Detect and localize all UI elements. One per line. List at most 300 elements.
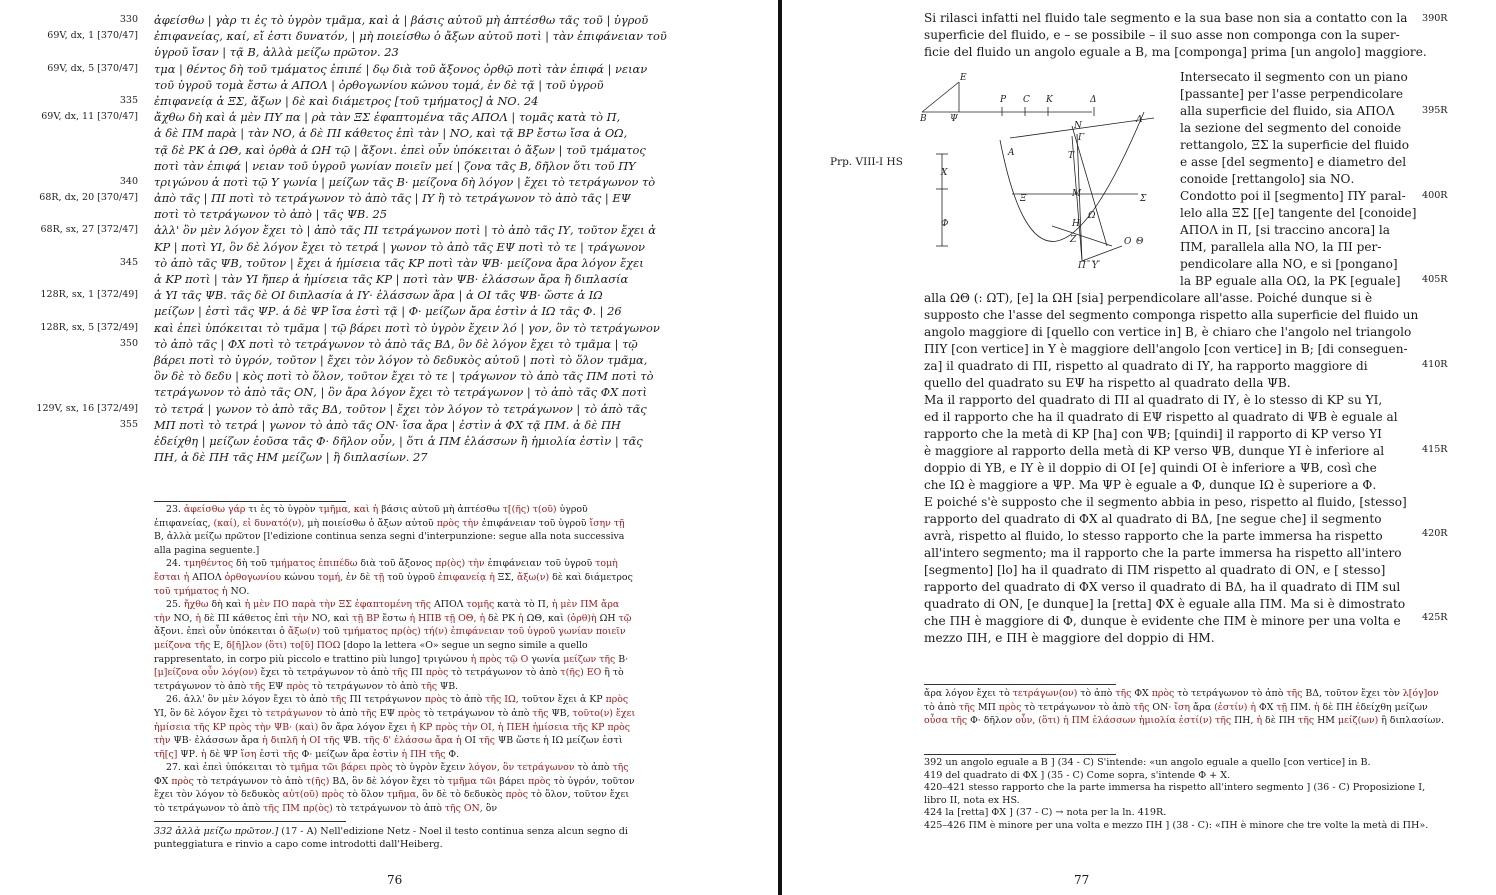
black-segment: δὲ ΡΚ (485, 612, 519, 624)
red-segment: τοῦ τμήματος ἡ (154, 585, 228, 597)
line-ref: 69V, dx, 1 [370/47] (47, 30, 138, 42)
black-segment: τὸ ἀπὸ (447, 694, 486, 706)
text-line (0, 125, 778, 141)
margin-line-number: 415R (1422, 444, 1448, 455)
black-segment: τὸ ὑγρὸν ἔχειν (392, 762, 469, 774)
line-text: ἀπὸ τᾶς | ΠΙ ποτὶ τὸ τετράγωνον τὸ ἀπὸ τᾶς | ΙΥ ἢ τὸ τετράγωνον τὸ ἀπὸ τᾶς | ΕΨ (154, 191, 631, 206)
black-segment: ΠΜ. (1287, 701, 1314, 713)
red-segment: τῆς ΙΩ, (485, 694, 519, 706)
figure-label: B (920, 114, 927, 124)
text-line: alla superficie del fluido, sia ΑΠΟΛ (1180, 104, 1395, 118)
line-text: ἁ δὲ ΠΜ παρὰ | τὰν ΝΟ, ἁ δὲ ΠΙ κάθετος ἐπὶ τὰν | ΝΟ, καὶ τᾷ ΒΡ ἔστω ἴσα ἁ ΟΩ, (154, 126, 628, 141)
red-segment: ἡ ΚΡ πρὸς τὴν ΟΙ, ἡ ΠΕΗ ἡμίσεια τῆς ΚΡ πρὸς τὴν (154, 721, 631, 747)
text-line (0, 417, 778, 433)
text-line: ficie del fluido un angolo eguale a B, ma [componga] prima [un angolo] maggiore. (924, 45, 1427, 59)
figure-label: Z (1070, 235, 1077, 245)
figure-label: Δ (1090, 95, 1097, 105)
line-text: τᾷ δὲ ΡΚ ἁ ΩΘ, καὶ ὀρθὰ ἁ ΩΗ τῷ | ἄξονι. ἐπεὶ οὖν ὑπόκειται ὁ ἄξων | τοῦ τμάματος (154, 142, 646, 157)
text-line: che ΠΗ è maggiore di Φ, dunque è evidente che ΠΜ è minore per una volta e (924, 614, 1401, 628)
red-segment: πρὸς (998, 701, 1022, 713)
black-segment: ΩΗ (596, 612, 619, 624)
text-line (0, 44, 778, 60)
text-line: conoide [rettangolo] sia ΝΟ. (1180, 172, 1355, 186)
figure-label: C (1023, 95, 1030, 105)
black-segment: τοῦτον ἔχει ἁ ΚΡ (518, 694, 606, 706)
red-segment: ἡ (195, 612, 201, 624)
figure-label: N (1074, 121, 1082, 131)
black-segment: τὸ ὑγρόν, τοῦτον ἔχει τὸν λόγον τὸ δεδυκὸς (154, 775, 635, 801)
line-text: ἐπιφανείας, καί, εἴ ἐστι δυνατόν, | μὴ ποιείσθω ὁ ἄξων αὐτοῦ ποτὶ | τὰν ἐπιφάνειαν τοῦ (154, 29, 667, 44)
line-text: ποτὶ τὸ τετράγωνον τὸ ἀπὸ | τᾶς ΨΒ. 25 (154, 207, 388, 222)
line-text: ἐδείχθη | μείζων ἐοῦσα τᾶς Φ· δῆλον οὖν, | ὅτι ἁ ΠΜ ἐλάσσων ἢ ἡμιολία ἐστὶν | τᾶς (154, 433, 643, 448)
red-segment: ἀφείσθω γάρ (183, 504, 246, 515)
black-segment: ἄξονι. ἐπεὶ οὖν ὑπόκειται ὁ (154, 626, 288, 638)
line-text: ἁ ΚΡ ποτὶ | τὰν ΥΙ ἤπερ ἁ ἡμίσεια τᾶς ΚΡ | ποτὶ τὰν ΨΒ· ἐλάσσων ἄρα ἢ διπλασία (154, 272, 629, 286)
red-segment: τ(ῆς) (305, 775, 330, 787)
black-segment: τὸ τετράγωνον τὸ ἀπὸ (1174, 688, 1287, 699)
critical-note: 392 un angolo eguale a B ] (34 - C) S'intende: «un angolo eguale a quello [con vertice] in B. (924, 757, 1371, 768)
red-segment: ἤχθω (183, 599, 209, 611)
black-segment: δὲ ΨΡ (206, 748, 241, 760)
black-segment: ΝΟ, (170, 612, 196, 624)
critical-note: 420–421 stesso rapporto che la parte immersa ha rispetto all'intero segmento ] (36 - C) Proposizione I, libro II, nota ex HS. (924, 782, 1426, 806)
figure-label: Σ (1140, 194, 1147, 204)
text-line: za] il quadrato di ΠΙ, rispetto al quadrato di ΙΥ, ha rapporto maggiore di (924, 359, 1368, 373)
text-line: che ΙΩ è maggiore a ΨΡ. Ma ΨΡ è eguale a Φ, dunque ΙΩ è superiore a Φ. (924, 478, 1377, 492)
figure-label: P (1000, 95, 1007, 105)
text-line (0, 239, 778, 255)
red-segment: τὴν (292, 612, 309, 624)
text-line (0, 352, 778, 368)
red-segment: τῆς δ' ἐλάσσω ἄρα ἡ (363, 735, 462, 747)
black-segment: τι ἐς τὸ ὑγρὸν (245, 504, 319, 515)
margin-line-number: 395R (1422, 105, 1448, 116)
red-segment: ἡ (200, 748, 207, 760)
text-line: ed il rapporto che ha il quadrato di ΕΨ rispetto al quadrato di ΨΒ è eguale al (924, 410, 1398, 424)
figure-label: T (1068, 151, 1075, 161)
black-segment: δὲ ΠΗ (1262, 715, 1299, 727)
black-segment: ΝΟ. (227, 585, 250, 597)
black-segment: ΩΘ, καὶ (523, 612, 567, 624)
margin-line-number: 390R (1422, 13, 1448, 24)
footnote (154, 557, 636, 598)
crit-rule (154, 821, 346, 822)
figure-label: Φ (941, 219, 949, 229)
line-text: ἄχθω δὴ καὶ ἁ μὲν ΠΥ πα | ρὰ τὰν ΞΣ ἐφαπτομένα τᾶς ΑΠΟΛ | τομᾶς κατὰ τὸ Π, (154, 110, 621, 125)
black-segment: ΠΙ τετράγωνον (346, 694, 425, 706)
text-line: rapporto del quadrato di ΦΧ al quadrato di ΒΔ, [ne segue che] il segmento (924, 512, 1382, 526)
red-segment: τμηθέντος (183, 558, 234, 570)
line-text: ὃν δὲ τὸ δεδυ | κὸς ποτὶ τὸ ὅλον, τοῦτον ἔχει τὸ τε | τράγωνον τὸ ἀπὸ τᾶς ΠΜ ποτὶ τὸ (154, 369, 654, 384)
text-line (0, 77, 778, 93)
figure-label: K (1046, 95, 1053, 105)
text-line (0, 93, 778, 109)
red-segment: τῆς (1133, 701, 1150, 713)
red-segment: τῆς (421, 680, 438, 692)
main-text (924, 290, 1419, 647)
text-line: Ma il rapporto del quadrato di ΠΙ al quadrato di ΙΥ, è lo stesso di ΚΡ su ΥΙ, (924, 393, 1383, 407)
black-segment: τὸ τετράγωνον τὸ ἀπὸ (1021, 701, 1134, 713)
black-segment: ΨΒ. (437, 680, 459, 692)
red-segment: τῇ (373, 571, 385, 583)
red-segment: ἡ πρὸς τῷ Ο (470, 653, 529, 665)
text-line (0, 222, 778, 238)
text-line (0, 320, 778, 336)
line-text: καὶ ἐπεὶ ὑπόκειται τὸ τμᾶμα | τῷ βάρει ποτὶ τὸ ὑγρὸν ἔχειν λό | γον, ὃν τὸ τετράγωνον (154, 320, 660, 335)
footnote-rule (154, 501, 346, 502)
black-segment: δὲ καὶ διάμετρος (549, 571, 633, 583)
line-ref: 355 (119, 418, 138, 430)
critical-note (154, 825, 636, 851)
critical-notes-right (924, 757, 1448, 833)
red-segment: (ὀρθ)ὴ (566, 612, 597, 624)
red-segment: πρὸς (605, 694, 629, 706)
text-line (0, 287, 778, 303)
red-segment: [μ]είζονα οὖν λόγ(ον) (154, 667, 258, 679)
black-segment: ΥΙ, ὃν δὲ λόγον ἔχει τὸ (154, 707, 266, 719)
red-segment: τῆς (1286, 688, 1303, 699)
red-segment: ἡ ΗΠΒ τῇ ΟΘ, (409, 612, 477, 624)
red-segment: ἡ (1313, 701, 1320, 713)
red-segment: πρὸς (397, 707, 421, 719)
figure-label: Θ (1136, 237, 1144, 247)
red-segment: τῆς (1115, 688, 1132, 699)
black-segment: ΨΒ. (339, 735, 364, 747)
black-segment: ΨΡ. (177, 748, 201, 760)
line-text: ἀφείσθω | γὰρ τι ἐς τὸ ὑγρὸν τμᾶμα, καὶ ἁ | βάσις αὐτοῦ μὴ ἁπτέσθω τᾶς τοῦ | ὑγροῦ (154, 13, 649, 27)
black-segment: [dopo la lettera «Ο» segue un segno simile a quello rappresentato, in corpo più piccolo e trattino più lungo] τριγώνου (154, 639, 588, 665)
red-segment: τῆς (360, 707, 377, 719)
footnote (154, 693, 636, 761)
footnote-number: 27. (166, 762, 184, 774)
right-page (783, 0, 1496, 895)
line-ref: 129V, sx, 16 [372/49] (36, 402, 138, 414)
black-segment: ΗΜ (1314, 715, 1338, 727)
black-segment: διὰ τοῦ ἄξονος (357, 558, 436, 570)
red-segment: πρὸς (1151, 688, 1175, 699)
red-segment: ἡ (518, 612, 524, 624)
text-line (0, 190, 778, 206)
red-segment: τῇ ΒΡ (352, 612, 380, 624)
red-segment: μείζων τῆς (563, 653, 616, 665)
line-text: τὸ ἀπὸ τᾶς ΨΒ, τοῦτον | ἔχει ἁ ἡμίσεια τᾶς ΚΡ ποτὶ τὰν ΨΒ· μείζονα ἄρα λόγον ἔχει (154, 255, 644, 270)
margin-line-number: 405R (1422, 274, 1448, 285)
red-segment: πρὸς (425, 667, 449, 679)
red-segment: πρὸς (528, 775, 551, 787)
black-segment: ΝΟ, καὶ (308, 612, 353, 624)
page-number-right: 77 (1074, 873, 1090, 887)
text-line: supposto che l'asse del segmento componga rispetto alla superficie del fluido un (924, 308, 1419, 322)
figure-label: Ψ (950, 114, 958, 124)
black-segment: τὸ ἀπὸ (924, 701, 959, 713)
critical-note: 424 la [retta] ΦΧ ] (37 - C) → nota per la ln. 419R. (924, 807, 1167, 819)
line-text: ἁ ΥΙ τᾶς ΨΒ. τᾶς δὲ ΟΙ διπλασία ἁ ΙΥ· ἐλάσσων ἄρα | ἁ ΟΙ τᾶς ΨΒ· ὥστε ἁ ΙΩ (154, 288, 603, 303)
red-segment: τῆς (249, 680, 266, 692)
crit-rule-right (924, 754, 1116, 755)
red-segment: τομῆς (466, 599, 495, 611)
black-segment: ΟΝ· (1149, 701, 1175, 713)
black-segment: δὴ καὶ (208, 599, 245, 611)
figure-label: A (1008, 148, 1015, 158)
text-line: quello del quadrato su ΕΨ ha rispetto al quadrato della ΨB. (924, 376, 1291, 390)
black-segment: Φ. (445, 748, 460, 760)
text-line: angolo maggiore di [quello con vertice in] B, è chiaro che l'angolo nel triangolo (924, 325, 1412, 339)
black-segment: τὸ ὅλον (344, 789, 387, 801)
line-ref: 68R, sx, 27 [372/47] (40, 224, 138, 236)
margin-line-number: 410R (1422, 359, 1448, 370)
red-segment: ἴσην τῇ (589, 517, 625, 529)
red-segment: τῆς (282, 748, 299, 760)
black-segment: ΨΒ ὥστε ἡ ΙΩ μείζων ἐστὶ (495, 735, 623, 747)
red-segment: ἐπιφανείᾳ ἡ (437, 571, 495, 583)
red-segment: τῆς ΟΝ, (444, 803, 483, 815)
text-line: è maggiore al rapporto della metà di ΚΡ verso ΨΒ, dunque ΥΙ è inferiore al (924, 444, 1385, 458)
black-segment: ἢ τὸ τετράγωνον τὸ ἀπὸ (154, 667, 624, 692)
black-segment: δὴ τοῦ (233, 558, 270, 570)
line-text: τμα | θέντος δὴ τοῦ τμάματος ἐπιπέ | δῳ διὰ τοῦ ἄξονος ὀρθῷ ποτὶ τὰν ἐπιφά | νειαν (154, 61, 648, 76)
black-segment: τὸ ἀπὸ (1077, 688, 1116, 699)
black-segment: ἢ διπλασίων. (1378, 715, 1444, 727)
red-segment: ἡ ΠΗ τῆς (401, 748, 446, 760)
footnote-number: 23. (166, 504, 184, 515)
text-line: ΠΙΥ [con vertice] in Υ è maggiore dell'angolo [con vertice] in B; [di conseguen- (924, 342, 1408, 356)
black-segment: τοῦ (320, 626, 343, 638)
line-text: ποτὶ τὰν ἐπιφά | νειαν τοῦ ὑγροῦ γωνίαν ποιεῖν μεί | ζονα τᾶς Β, δῆλον ὅτι τοῦ ΠΥ (154, 158, 636, 173)
red-segment: πρ(ὸς) τὴν (435, 558, 485, 570)
black-segment: ΒΔ, ὃν δὲ λόγον ἔχει τὸ (329, 775, 448, 787)
text-line (0, 449, 778, 465)
red-segment: τῆς (612, 762, 629, 774)
geometry-figure (920, 73, 1157, 276)
text-line: avrà, rispetto al fluido, lo stesso rapporto che la parte immersa ha rispetto (924, 529, 1383, 543)
red-segment: ἴση (1174, 701, 1190, 713)
black-segment: ἔστω (379, 612, 410, 624)
line-text: ἐπιφανείᾳ ἁ ΞΣ, ἄξων | δὲ καὶ διάμετρος [τοῦ τμήματος] ἁ ΝΟ. 24 (154, 93, 539, 108)
figure-label: E (960, 73, 967, 83)
figure-label: H (1072, 219, 1080, 229)
red-segment: αὐτ(οῦ) πρὸς (282, 789, 345, 801)
footnote (154, 598, 636, 693)
text-line (0, 174, 778, 190)
black-segment: τὸ τετράγωνον τὸ ἀπὸ (448, 667, 561, 679)
footnote-number: 26. (166, 694, 184, 706)
footnote-continuation (924, 687, 1448, 728)
black-segment: ΞΣ, (494, 571, 517, 583)
page-number-left: 76 (387, 873, 403, 887)
red-segment: τμήματος πρ(ὸς) τή(ν) ἐπιφάνειαν τοῦ ὑγροῦ γωνίαν ποιεῖν μείζονα τῆς (154, 626, 626, 651)
line-text: ὑγροῦ ἴσαν | τᾷ Β, ἀλλὰ μείζω πρῶτον. 23 (154, 45, 399, 60)
red-segment: τῆς (532, 707, 549, 719)
red-segment: ἡ (1256, 715, 1263, 727)
crit-lemma: 332 ἀλλὰ μείζω πρῶτον.] (154, 826, 279, 837)
line-text: βάρει ποτὶ τὸ ὑγρόν, τοῦτον | ἔχει τὸν λόγον τὸ δεδυκὸς αὐτοῦ | ποτὶ τὸ ὅλον τμᾶμα, (154, 352, 648, 367)
red-segment: τῆ[ς] (154, 748, 178, 760)
red-segment: ἄξω(ν) (517, 571, 550, 583)
black-segment: κατὰ τὸ Π, (494, 599, 552, 611)
red-segment: οὖν, (ὅτι) ἡ ΠΜ ἐλάσσων ἡμιολία ἐστί(ν) τῆς (1015, 715, 1232, 727)
red-segment: οὖσα τῆς (924, 715, 968, 727)
red-segment: ΠΟΩ (316, 639, 341, 651)
figure-label: M (1072, 189, 1082, 199)
text-line: alla ΩΘ (: ΩΤ), [e] la ΩΗ [sia] perpendicolare all'asse. Poiché dunque si è (924, 291, 1373, 305)
text-line (0, 368, 778, 384)
line-ref: 69V, dx, 11 [370/47] (41, 111, 138, 123)
red-segment: τετράγων(ον) (1012, 688, 1078, 699)
line-text: ΚΡ | ποτὶ ΥΙ, ὃν δὲ λόγον ἔχει τὸ τετρά | γωνον τὸ ἀπὸ τᾶς ΕΨ ποτὶ τὸ τε | τράγωνον (154, 239, 645, 254)
red-segment: τομὴ ἔσται ἡ (154, 558, 618, 583)
text-line (0, 336, 778, 352)
text-line: lelo alla ΞΣ [[e] tangente del [conoide] (1180, 206, 1417, 220)
red-segment: τμῆμα τῶι (447, 775, 497, 787)
text-line: pendicolare alla ΝΟ, e si [pongano] (1180, 257, 1398, 271)
figure-label: Π (1078, 261, 1086, 271)
text-line (0, 401, 778, 417)
black-segment: ἐστὶ (256, 748, 283, 760)
red-segment: τμῆμα τῶι βάρει πρὸς (289, 762, 393, 774)
line-ref: 68R, dx, 20 [370/47] (39, 192, 138, 204)
text-line: rapporto del quadrato di ΦΧ verso il quadrato di ΒΔ, ha il quadrato di ΠΜ sul (924, 580, 1401, 594)
line-ref: 128R, sx, 5 [372/49] (40, 321, 138, 333)
line-text: ΠΗ, ἁ δὲ ΠΗ τᾶς ΗΜ μείζων | ἢ διπλασίων. 27 (154, 450, 428, 465)
figure-label: Λ (1136, 115, 1143, 125)
text-line (0, 142, 778, 158)
black-segment: ΦΧ (1256, 701, 1277, 713)
margin-line-number: 425R (1422, 612, 1448, 623)
line-ref: 330 (119, 14, 138, 25)
text-line: ΠΜ, parallela alla ΝΟ, la ΠΙ per- (1180, 240, 1382, 254)
text-line (0, 255, 778, 271)
red-segment: ἡ (479, 612, 486, 624)
black-segment: γωνία (528, 653, 564, 665)
black-segment: ἐπιφάνειαν τοῦ ὑγροῦ (478, 517, 590, 529)
text-line: all'intero segmento; ma il rapporto che la parte immersa ha rispetto all'intero (924, 546, 1402, 560)
red-segment: πρὸς (505, 789, 529, 801)
text-line (0, 28, 778, 44)
red-segment: πρὸς (171, 775, 194, 787)
red-segment: ἴση (240, 748, 257, 760)
footnote-number: 25. (166, 599, 184, 611)
text-line: e asse [del segmento] e diametro del (1180, 155, 1407, 169)
proposition-label: Prp. VIII-I HS (830, 156, 903, 168)
footnote (154, 761, 636, 815)
black-segment: ἔχει τὸ τετράγωνον τὸ ἀπὸ (257, 667, 392, 679)
black-segment: ΕΨ (265, 680, 287, 692)
red-segment: ἡ μὲν ΠΜ ἄρα τὴν (154, 599, 620, 624)
text-line: Condotto poi il [segmento] ΠΥ paral- (1180, 189, 1406, 203)
red-segment: (καί), εἰ δυνατό(ν), (213, 517, 305, 529)
red-segment: τμήματος ἐπιπέδω (269, 558, 358, 570)
red-segment: τῆς (391, 667, 408, 679)
black-segment: τὸ ὅλον, τοῦτον ἔχει τὸ τετράγωνον τὸ ἀπὸ (154, 789, 629, 815)
line-text: μείζων | ἐστὶ τᾶς ΨΡ. ἁ δὲ ΨΡ ἴσα ἐστὶ τᾷ | Φ· μείζων ἄρα ἐστὶν ἁ ΙΩ τᾶς Φ. | 26 (154, 304, 622, 319)
black-segment: Φ· δῆλον (967, 715, 1016, 727)
black-segment: βάσις αὐτοῦ μὴ ἁπτέσθω (378, 504, 503, 515)
red-segment: τομή, (317, 571, 344, 583)
black-segment: τὸ τετράγωνον τὸ ἀπὸ (420, 707, 533, 719)
red-segment: τ[(ῆς) τ(οῦ) (502, 504, 557, 515)
black-segment: ΠΗ, (1231, 715, 1257, 727)
black-segment: τὸ ἀπὸ (574, 762, 613, 774)
crit-text: (17 - A) Nell'edizione Netz - Noel il testo continua senza alcun segno di punteggiatura e rinvio a capo come introdotti dall'Heiberg. (154, 826, 628, 850)
line-ref: 345 (119, 256, 138, 268)
red-segment: τοῦτο(ν) ἔχει ἡμίσεια τῆς ΚΡ πρὸς τὴν ΨΒ· (καὶ) (154, 707, 636, 733)
line-ref: 340 (119, 175, 138, 187)
red-segment: τῇ (1276, 701, 1288, 713)
spine-divider (778, 0, 782, 895)
red-segment: ἡ μὲν ΠΟ παρὰ τὴν ΞΣ ἐφαπτομένη τῆς (244, 599, 432, 611)
red-segment: μείζ(ων) (1337, 715, 1379, 727)
critical-note: 425–426 ΠΜ è minore per una volta e mezzo ΠΗ ] (38 - C): «ΠΗ è minore che tre volte la metà di ΠΗ». (924, 819, 1429, 831)
red-segment: τῆς (330, 694, 347, 706)
text-line: la ΒΡ eguale alla ΟΩ, la ΡΚ [eguale] (1180, 274, 1401, 288)
line-text: τὸ ἀπὸ τᾶς | ΦΧ ποτὶ τὸ τετράγωνον τὸ ἀπὸ τᾶς ΒΔ, ὃν δὲ λόγον ἔχει τὸ τμᾶμα | τῷ (154, 336, 638, 351)
intro-text (924, 10, 1427, 61)
line-text: τὸ τετρά | γωνον τὸ ἀπὸ τᾶς ΒΔ, τοῦτον | ἔχει τὸν λόγον τὸ τετράγωνον | τὸ ἀπὸ τᾶς (154, 401, 647, 416)
black-segment: ΟΙ (461, 735, 479, 747)
text-line: quadrato di ΟΝ, [e dunque] la [retta] ΦΧ è eguale alla ΠΜ. Ma si è dimostrato (924, 597, 1406, 611)
black-segment: ΑΠΟΛ (431, 599, 467, 611)
black-segment: ΕΨ (376, 707, 398, 719)
text-line: ΑΠΟΛ in Π, [si traccino ancora] la (1180, 223, 1391, 237)
black-segment: Ε, (210, 639, 227, 651)
black-segment: ἄρα λόγον ἔχει τὸ (924, 688, 1013, 699)
red-segment: τῆς (1298, 715, 1315, 727)
black-segment: τὸ τετράγωνον τὸ ἀπὸ (193, 775, 306, 787)
text-line (0, 61, 778, 77)
black-segment: Φ· μείζων ἄρα ἐστὶν (298, 748, 402, 760)
black-segment: ΑΠΟΛ (189, 571, 225, 583)
black-segment: ὃν δὲ τὸ δεδυκὸς (419, 789, 506, 801)
black-segment: κώνου (281, 571, 318, 583)
black-segment: ΦΧ (1131, 688, 1152, 699)
red-segment: τῆς ΠΜ πρ(ὸς) (263, 803, 333, 815)
black-segment: δὲ ΠΙ κάθετος ἐπὶ (200, 612, 293, 624)
text-line: la sezione del segmento del conoide (1180, 121, 1402, 135)
black-segment: τοῦ ὑγροῦ (384, 571, 438, 583)
black-segment: τὸ ἀπὸ (322, 707, 361, 719)
figure-label: Ξ (1020, 194, 1027, 204)
text-line: E poiché s'è supposto che il segmento abbia in peso, rispetto al fluido, [stesso] (924, 495, 1407, 509)
figure-label: X (941, 168, 948, 178)
red-segment: τμῆμα, καὶ ἡ (318, 504, 379, 515)
black-segment: ΨΒ, (548, 707, 573, 719)
red-segment: τ(ῆς) ΕΟ (560, 667, 602, 679)
text-line (0, 303, 778, 319)
red-segment: ἄξω(ν) (287, 626, 321, 638)
text-line (0, 158, 778, 174)
text-line: superficie del fluido, e – se possibile – il suo asse non componga con la super- (924, 28, 1400, 42)
text-line: Si rilasci infatti nel fluido tale segmento e la sua base non sia a contatto con la (924, 11, 1408, 25)
black-segment: ΜΠ (975, 701, 999, 713)
red-segment: πρὸς τὴν (436, 517, 479, 529)
black-segment: ἄρα (1190, 701, 1215, 713)
figure-label: Ω (1088, 211, 1096, 221)
black-segment: ὃν (482, 803, 498, 815)
red-segment: τετράγωνον (265, 707, 323, 719)
line-text: τοῦ ὑγροῦ τομὰ ἔστω ἁ ΑΠΟΛ | ὀρθογωνίου κώνου τομά, ἐν δὲ τᾷ | τοῦ ὑγροῦ (154, 77, 604, 92)
text-line: [segmento] [lo] ha il quadrato di ΠΜ rispetto al quadrato di ΟΝ, e [ stesso] (924, 563, 1386, 577)
line-text: τετράγωνον τὸ ἀπὸ τᾶς ΟΝ, | ὃν ἄρα λόγον ἔχει τὸ τετράγωνον | τὸ ἀπὸ τᾶς ΦΧ ποτὶ (154, 385, 647, 400)
text-line: rapporto che la metà di ΚΡ [ha] con ΨΒ; [quindi] il rapporto di ΚΡ verso ΥΙ (924, 427, 1382, 441)
red-segment: πρὸς (286, 680, 309, 692)
text-line: doppio di ΥΒ, e ΙΥ è il doppio di ΟΙ [e] quindi ΟΙ è inferiore a ΨΒ, così che (924, 461, 1377, 475)
black-segment: δὲ ΠΗ ἐδείχθη μείζων (1319, 701, 1428, 713)
black-segment: βάρει (496, 775, 529, 787)
black-segment: ὑγροῦ ἐπιφανείας, (154, 504, 588, 529)
text-line (0, 384, 778, 400)
line-text: τριγώνου ἁ ποτὶ τῷ Υ γωνία | μείζων τᾶς Β· μείζονα δὴ λόγον | ἔχει τὸ τετράγωνον τὸ (154, 174, 656, 189)
black-segment: ΒΔ, τοῦτον ἔχει τὸν (1302, 688, 1403, 699)
